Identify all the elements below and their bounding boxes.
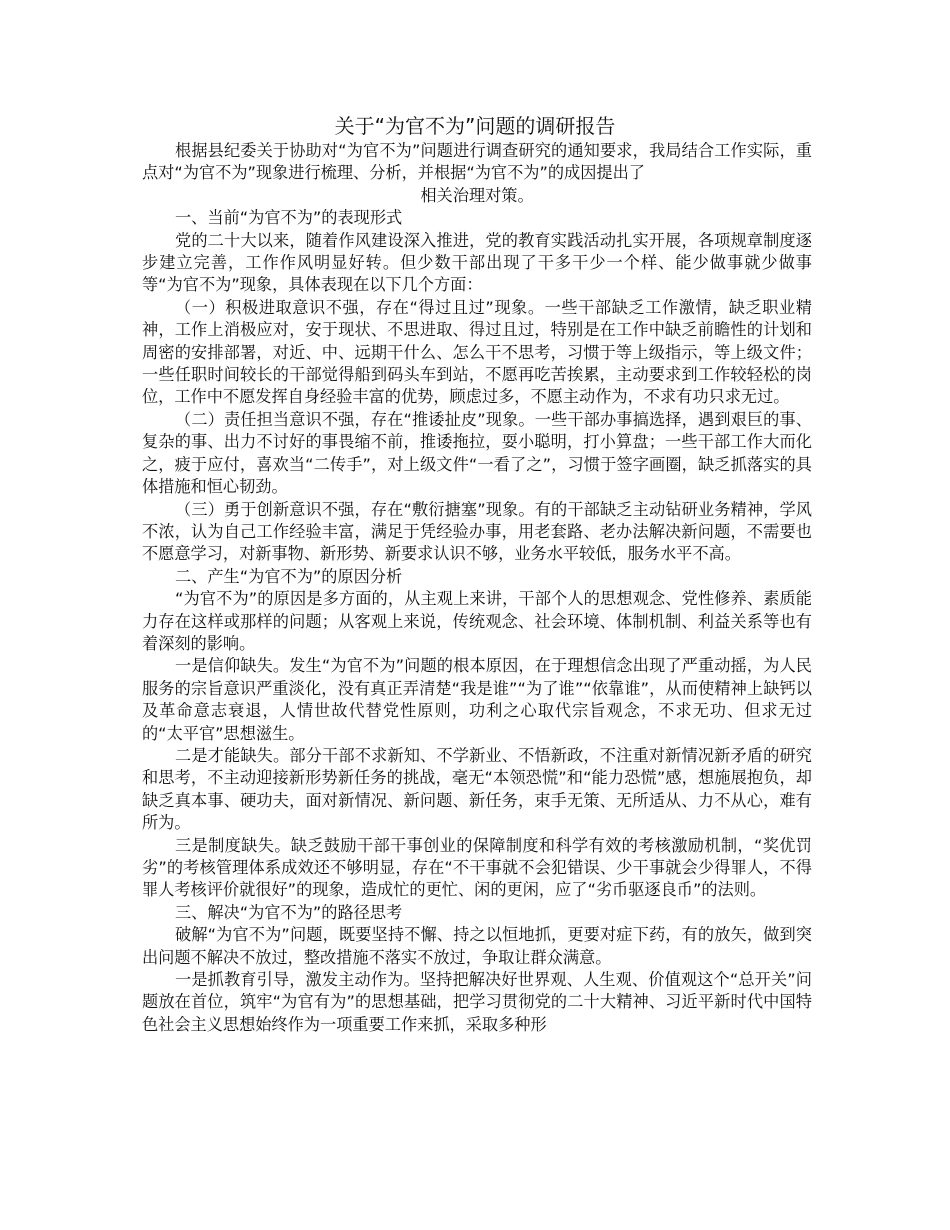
body-paragraph: 二是才能缺失。部分干部不求新知、不学新业、不悟新政，不注重对新情况新矛盾的研究和思考，不主动迎接新形势新任务的挑战，毫无“本领恐慌”和“能力恐慌”感，想施展抱负，却缺乏真本事、硬功夫，面对新情况、新问题、新任务，束手无策、无所适从、力不从心，难有所为。 (142, 745, 812, 833)
body-paragraph: 党的二十大以来，随着作风建设深入推进，党的教育实践活动扎实开展，各项规章制度逐步建立完善，工作作风明显好转。但少数干部出现了干多干少一个样、能少做事就少做事等“为官不为”现象，具体表现在以下几个方面： (142, 230, 812, 295)
intro-paragraph-end: 相关治理对策。 (420, 185, 534, 205)
section-heading-1: 一、当前“为官不为”的表现形式 (175, 208, 403, 228)
intro-paragraph: 根据县纪委关于协助对“为官不为”问题进行调查研究的通知要求，我局结合工作实际，重点对“为官不为”现象进行梳理、分析，并根据“为官不为”的成因提出了 (142, 141, 812, 183)
section-heading-2: 二、产生“为官不为”的原因分析 (175, 566, 403, 586)
body-paragraph: （一）积极进取意识不强，存在“得过且过”现象。一些干部缺乏工作激情，缺乏职业精神，工作上消极应对，安于现状、不思进取、得过且过，特别是在工作中缺乏前瞻性的计划和周密的安排部署，对近、中、远期干什么、怎么干不思考，习惯于等上级指示，等上级文件；一些任职时间较长的干部觉得船到码头车到站，不愿再吃苦挨累，主动要求到工作较轻松的岗位，工作中不愿发挥自身经验丰富的优势，顾虑过多，不愿主动作为，不求有功只求无过。 (142, 297, 812, 407)
body-paragraph: 一是信仰缺失。发生“为官不为”问题的根本原因，在于理想信念出现了严重动摇，为人民服务的宗旨意识严重淡化，没有真正弄清楚“我是谁”“为了谁”“依靠谁”，从而使精神上缺钙以及革命意志衰退，人情世故代替党性原则，功利之心取代宗旨观念，不求无功、但求无过的“太平官”思想滋生。 (142, 656, 812, 743)
body-paragraph: 一是抓教育引导，激发主动作为。坚持把解决好世界观、人生观、价值观这个“总开关”问题放在首位，筑牢“为官有为”的思想基础，把学习贯彻党的二十大精神、习近平新时代中国特色社会主义思想始终作为一项重要工作来抓，采取多种形 (142, 970, 812, 1034)
body-paragraph: “为官不为”的原因是多方面的，从主观上来讲，干部个人的思想观念、党性修养、素质能力存在这样或那样的问题；从客观上来说，传统观念、社会环境、体制机制、利益关系等也有着深刻的影响。 (142, 589, 812, 653)
document-title: 关于“为官不为”问题的调研报告 (334, 114, 616, 138)
body-paragraph: 三是制度缺失。缺乏鼓励干部干事创业的保障制度和科学有效的考核激励机制，“奖优罚劣”的考核管理体系成效还不够明显，存在“不干事就不会犯错误、少干事就会少得罪人，不得罪人考核评价就很好”的现象，造成忙的更忙、闲的更闲，应了“劣币驱逐良币”的法则。 (142, 835, 812, 900)
body-paragraph: 破解“为官不为”问题，既要坚持不懈、持之以恒地抓，更要对症下药，有的放矢，做到突出问题不解决不放过，整改措施不落实不放过，争取让群众满意。 (142, 925, 812, 967)
body-paragraph: （三）勇于创新意识不强，存在“敷衍搪塞”现象。有的干部缺乏主动钻研业务精神，学风不浓，认为自己工作经验丰富，满足于凭经验办事，用老套路、老办法解决新问题，不需要也不愿意学习，对新事物、新形势、新要求认识不够，业务水平较低，服务水平不高。 (142, 499, 812, 564)
section-heading-3: 三、解决“为官不为”的路径思考 (175, 902, 403, 922)
document-body (142, 140, 812, 1036)
body-paragraph: （二）责任担当意识不强，存在“推诿扯皮”现象。一些干部办事搞选择，遇到艰巨的事、复杂的事、出力不讨好的事畏缩不前，推诿拖拉，耍小聪明，打小算盘；一些干部工作大而化之，疲于应付，喜欢当“二传手”，对上级文件“一看了之”，习惯于签字画圈，缺乏抓落实的具体措施和恒心韧劲。 (142, 409, 812, 497)
